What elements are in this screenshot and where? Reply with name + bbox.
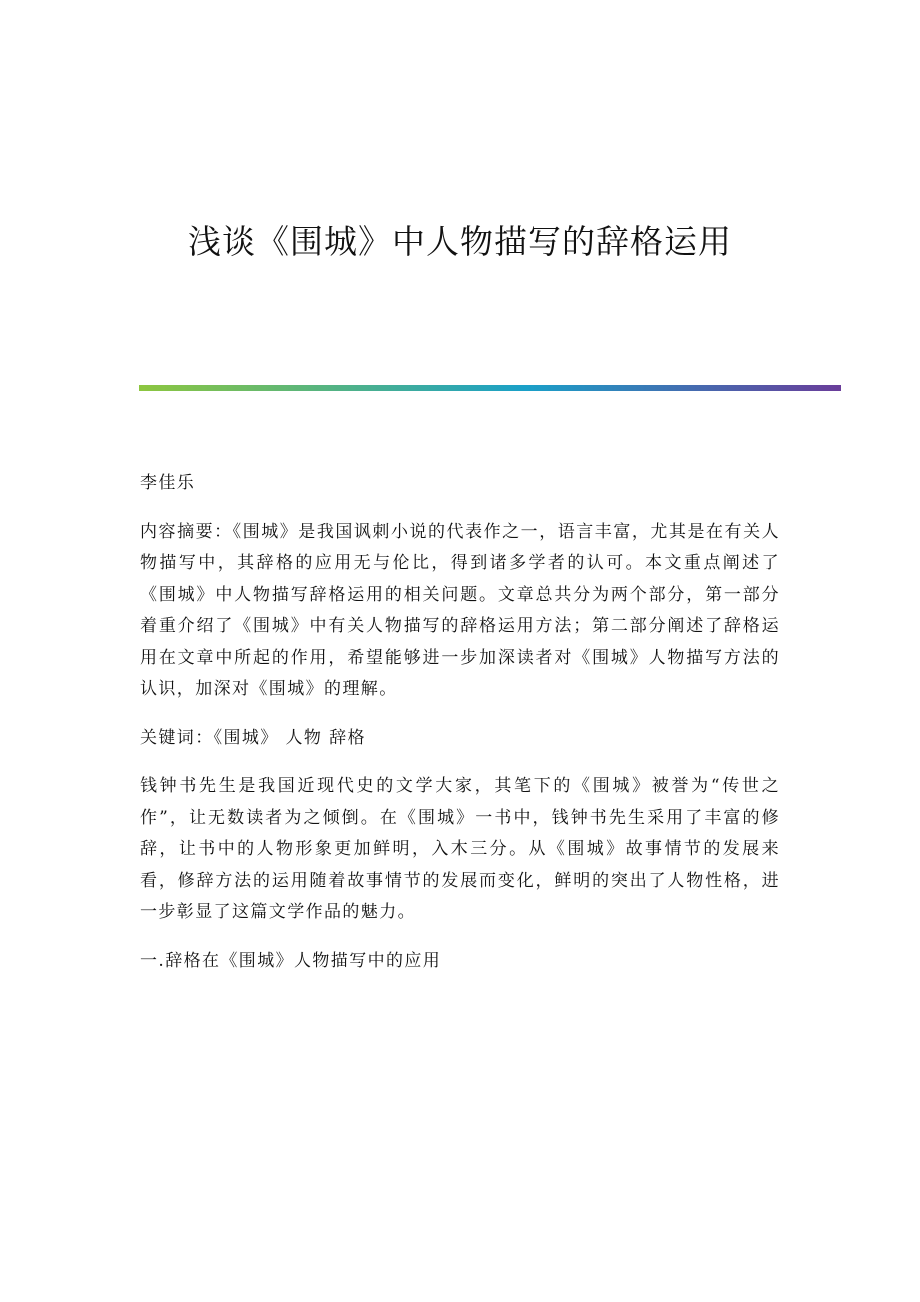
- title-divider: [139, 385, 841, 391]
- section-heading: 一.辞格在《围城》人物描写中的应用: [140, 950, 442, 971]
- keywords-line: 关键词：《围城》 人物 辞格: [140, 727, 366, 748]
- intro-paragraph: 钱钟书先生是我国近现代史的文学大家，其笔下的《围城》被誉为“传世之作”，让无数读者为之倾倒。在《围城》一书中，钱钟书先生采用了丰富的修辞，让书中的人物形象更加鲜明，入木三分。从《围城》故事情节的发展来看，修辞方法的运用随着故事情节的发展而变化，鲜明的突出了人物性格，进一步彰显了这篇文学作品的魅力。: [140, 776, 780, 922]
- author-name: 李佳乐: [140, 473, 196, 493]
- document-body: [140, 468, 780, 994]
- document-title: 浅谈《围城》中人物描写的辞格运用: [188, 222, 732, 261]
- abstract-paragraph: 内容摘要：《围城》是我国讽刺小说的代表作之一，语言丰富，尤其是在有关人物描写中，其辞格的应用无与伦比，得到诸多学者的认可。本文重点阐述了《围城》中人物描写辞格运用的相关问题。文章总共分为两个部分，第一部分着重介绍了《围城》中有关人物描写的辞格运用方法；第二部分阐述了辞格运用在文章中所起的作用，希望能够进一步加深读者对《围城》人物描写方法的认识，加深对《围城》的理解。: [140, 521, 780, 699]
